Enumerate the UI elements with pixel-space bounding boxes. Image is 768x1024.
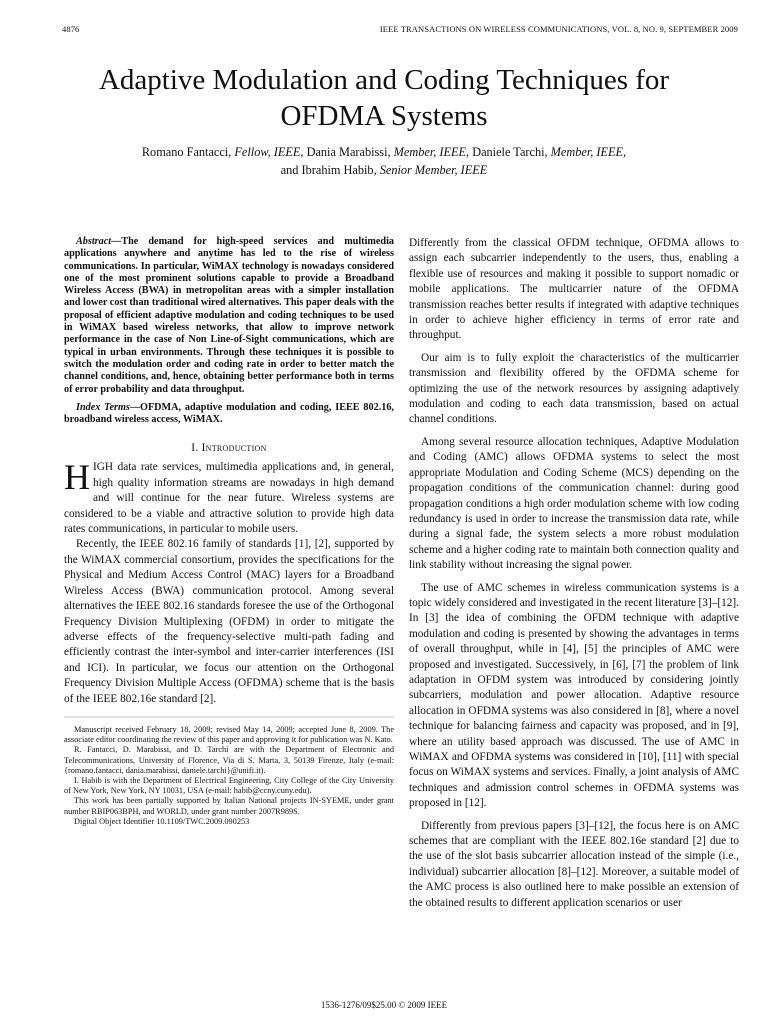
intro-paragraph-1: [64, 457, 394, 537]
body-paragraph: Our aim is to fully exploit the characteristics of the multicarrier transmission and flexibility offered by the OFDMA scheme for optimizing the use of the network resources by assigning adaptively modulation and coding to each data transmission, based on actual channel conditions.: [409, 351, 739, 426]
drop-cap: H: [64, 457, 90, 498]
body-paragraph: Among several resource allocation techniques, Adaptive Modulation and Coding (AMC) allows OFDMA systems to select the most appropriate Modulation and Coding Scheme (MCS) depending on the propagation conditions of the communication channel: during good propagation conditions a high order modulation scheme with low coding redundancy is used in order to increase the transmission data rate, while during a signal fade, the system selects a more robust modulation scheme and a higher coding rate to maintain both connection quality and link stability without increasing the signal power.: [409, 435, 739, 572]
footnote: Manuscript received February 18, 2009; revised May 14, 2009; accepted June 8, 2009. The associate editor coordinating the review of this paper and approving it for publication was N. Kato.: [64, 724, 394, 745]
index-terms-label: Index Terms: [76, 401, 130, 413]
author-name: Romano Fantacci,: [141, 145, 235, 159]
section-heading: [64, 442, 394, 454]
author-name: and Ibrahim Habib,: [280, 163, 380, 177]
author-line-2: [40, 161, 728, 179]
left-column: [64, 236, 394, 827]
abstract-label: Abstract: [76, 236, 112, 247]
copyright-footer: 1536-1276/09$25.00 © 2009 IEEE: [320, 1000, 448, 1010]
abstract-text: —The demand for high-speed services and multimedia applications anywhere and anytime has led to the rise of wireless communications. In particular, WiMAX technology is nowadays considered one of the most prominent solutions capable to provide a Broadband Wireless Access (BWA) in metropolitan areas with a simpler installation and lower cost than traditional wired alternatives. This paper deals with the proposal of efficient adaptive modulation and coding techniques to be used in WiMAX based wireless networks, that allow to improve network performance in the case of Non Line-of-Sight communications, which are typical in urban environments. Through these techniques it is possible to switch the modulation order and coding rate in order to better match the channel conditions, and, hence, obtaining better performance both in terms of error probability and data throughput.: [64, 236, 394, 395]
body-paragraph: The use of AMC schemes in wireless communication systems is a topic widely considered and investigated in the recent literature [3]–[12]. In [3] the idea of combining the OFDM technique with adaptive modulation and coding is presented by showing the advantages in terms of overall throughput, while in [4], [5] the principles of AMC were proposed and investigated. Successively, in [6], [7] the problem of link adaptation in OFDM system was introduced by considering jointly subcarriers, modulation and power allocation. Adaptive resource allocation in OFDMA systems was also considered in [8], where a novel technique for balancing fairness and capacity was proposed, and in [9], where an utility based approach was discussed. The use of AMC in WiMAX and OFDMA systems was considered in [10], [11] with special focus on WiMAX systems and services. Finally, a joint analysis of AMC techniques and admission control schemes in OFDMA systems was proposed in [12].: [409, 581, 739, 810]
author-name: Daniele Tarchi,: [469, 145, 551, 159]
author-role: Member, IEEE,: [550, 145, 627, 159]
section-number: I.: [191, 442, 202, 455]
paper-title: [40, 62, 728, 134]
author-line-1: [40, 143, 728, 161]
intro-paragraph-1-text: IGH data rate services, multimedia applications and, in general, high quality information streams are nowadays in high demand and will continue for the near future. Wireless systems are considered to be a viable and attractive solution to provide high data rates communications, in particular to mobile users.: [64, 461, 394, 536]
index-terms-text: —OFDMA, adaptive modulation and coding, IEEE 802.16, broadband wireless access, WiMAX.: [64, 401, 394, 426]
page-number: 4876: [62, 24, 80, 34]
title-line-2: OFDMA Systems: [280, 100, 488, 132]
title-line-1: Adaptive Modulation and Coding Techniques for: [98, 64, 670, 96]
author-role: Senior Member, IEEE: [379, 163, 488, 177]
footnote: I. Habib is with the Department of Electrical Engineering, City College of the City University of New York, New York, NY 10031, USA (e-mail: habib@ccny.cuny.edu).: [64, 775, 394, 796]
footnote: R. Fantacci, D. Marabissi, and D. Tarchi are with the Department of Electronic and Telecommunications, University of Florence, Via di S. Marta, 3, 50139 Firenze, Italy (e-mail: {romano.fantacci, dania.marabissi, daniele.tarchi}@unifi.it).: [64, 745, 394, 775]
doi-footnote: Digital Object Identifier 10.1109/TWC.2009.090253: [74, 816, 250, 826]
author-name: Dania Marabissi,: [303, 145, 394, 159]
right-column: [409, 236, 739, 911]
body-paragraph: Differently from previous papers [3]–[12], the focus here is on AMC schemes that are compliant with the IEEE 802.16e standard [2] due to the use of the slot basis subcarrier allocation instead of the simple (i.e., individual) subcarrier allocation [8]–[12]. Moreover, a suitable model of the AMC process is also outlined here to make possible an extension of the obtained results to different application scenarios or user: [409, 819, 739, 909]
intro-paragraph-2: Recently, the IEEE 802.16 family of standards [1], [2], supported by the WiMAX commercial consortium, provides the specifications for the Physical and Medium Access Control (MAC) layers for a Broadband Wireless Access (BWA) communication protocol. Among several alternatives the IEEE 802.16 standards foresee the use of the Orthogonal Frequency Division Multiplexing (OFDM) in order to mitigate the adverse effects of the frequency-selective multi-path fading and efficiently contrast the inter-symbol and inter-carrier interferences (ISI and ICI). In particular, we focus our attention on the Orthogonal Frequency Division Multiple Access (OFDMA) scheme that is the basis of the IEEE 802.16e standard [2].: [64, 538, 394, 705]
journal-header: IEEE TRANSACTIONS ON WIRELESS COMMUNICATIONS, VOL. 8, NO. 9, SEPTEMBER 2009: [379, 24, 738, 34]
body-paragraph: Differently from the classical OFDM technique, OFDMA allows to assign each subcarrier independently to the users, thus, enabling a flexible use of resources and making it possible to support nomadic or mobile applications. The multicarrier nature of the OFDMA transmission reaches better results if integrated with adaptive techniques in order to achieve higher efficiency in terms of error rate and throughput.: [409, 237, 739, 342]
index-terms: [64, 402, 394, 427]
footnote: This work has been partially supported by Italian National projects IN-SYEME, under grant number RBIP063BPH, and WORLD, under grant number 2007R989S.: [64, 796, 394, 816]
author-role: Member, IEEE,: [393, 145, 470, 159]
author-role: Fellow, IEEE,: [234, 145, 304, 159]
author-list: [40, 143, 728, 179]
abstract: [64, 236, 394, 396]
section-title: Introduction: [201, 442, 267, 455]
footnote-rule: [64, 712, 394, 720]
